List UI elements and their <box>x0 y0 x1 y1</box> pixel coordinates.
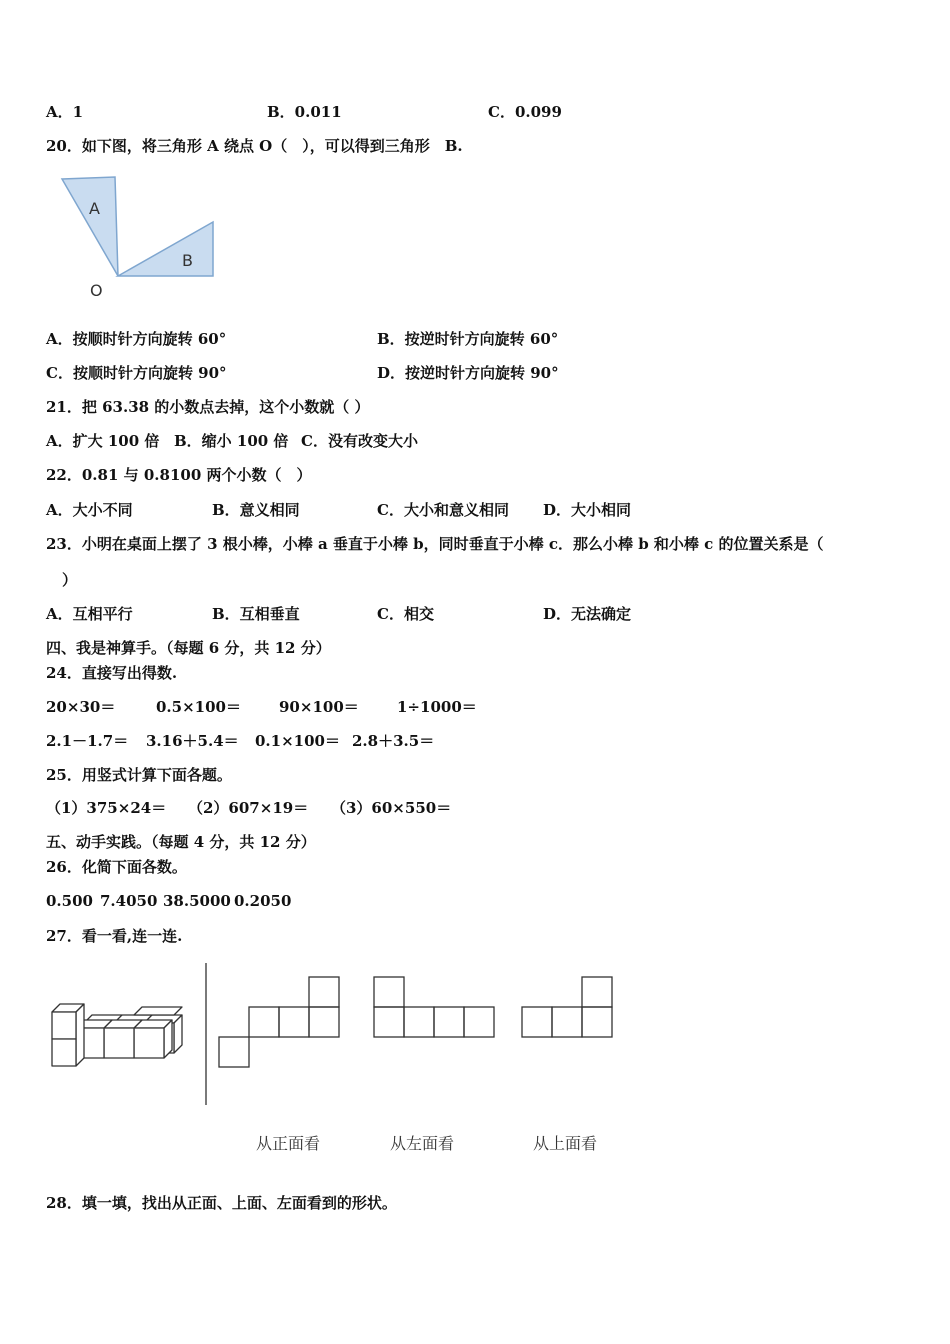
triangle-a-label: A <box>89 199 100 218</box>
q21-option-b: B．缩小 100 倍 <box>174 432 289 450</box>
q23-option-d: D．无法确定 <box>543 605 632 623</box>
q26-number: 7.4050 <box>100 892 158 910</box>
q24-stem: 24．直接写出得数. <box>46 664 178 682</box>
q20-stem: 20．如下图，将三角形 A 绕点 O（ ），可以得到三角形 B. <box>46 137 463 155</box>
triangle-a <box>62 177 118 276</box>
q25-stem: 25．用竖式计算下面各题。 <box>46 766 232 784</box>
q24-item: 2.8＋3.5＝ <box>352 732 435 750</box>
q23-option-a: A．互相平行 <box>46 605 133 623</box>
q19-option-b: B．0.011 <box>267 103 342 121</box>
q22-option-d: D．大小相同 <box>543 501 632 519</box>
q27-stem: 27．看一看,连一连. <box>46 927 183 945</box>
q24-item: 0.1×100＝ <box>255 732 340 750</box>
q21-stem: 21．把 63.38 的小数点去掉，这个小数就（ ） <box>46 398 370 416</box>
q26-number: 0.2050 <box>234 892 292 910</box>
q22-option-c: C．大小和意义相同 <box>377 501 509 519</box>
view-label-left: 从左面看 <box>390 1134 455 1153</box>
q19-option-a: A．1 <box>46 103 84 121</box>
view-label-front: 从正面看 <box>256 1134 321 1153</box>
q26-number: 0.500 <box>46 892 93 910</box>
q20-option-c: C．按顺时针方向旋转 90° <box>46 364 227 382</box>
q21-option-a: A．扩大 100 倍 <box>46 432 160 450</box>
q24-item: 20×30＝ <box>46 698 116 716</box>
q23-option-c: C．相交 <box>377 605 434 623</box>
q26-stem: 26．化简下面各数。 <box>46 858 187 876</box>
triangle-b-label: B <box>182 251 193 270</box>
q22-option-a: A．大小不同 <box>46 501 133 519</box>
q25-item: （1）375×24＝ <box>46 799 167 817</box>
q28-stem: 28．填一填，找出从正面、上面、左面看到的形状。 <box>46 1194 397 1212</box>
q20-option-a: A．按顺时针方向旋转 60° <box>46 330 227 348</box>
q23-stem-line1: 23．小明在桌面上摆了 3 根小棒，小棒 a 垂直于小棒 b，同时垂直于小棒 c．那么小棒 b 和小棒 c 的位置关系是（ <box>46 535 824 553</box>
q25-item: （3）60×550＝ <box>331 799 452 817</box>
q20-option-b: B．按逆时针方向旋转 60° <box>377 330 559 348</box>
q20-option-d: D．按逆时针方向旋转 90° <box>377 364 559 382</box>
triangle-b <box>118 222 213 276</box>
section-4-heading: 四、我是神算手。（每题 6 分，共 12 分） <box>46 639 331 657</box>
q24-item: 1÷1000＝ <box>397 698 477 716</box>
q24-item: 2.1－1.7＝ <box>46 732 129 750</box>
rotation-figure <box>55 172 225 302</box>
q23-option-b: B．互相垂直 <box>212 605 300 623</box>
section-5-heading: 五、动手实践。（每题 4 分，共 12 分） <box>46 833 316 851</box>
q24-item: 0.5×100＝ <box>156 698 241 716</box>
q19-option-c: C．0.099 <box>488 103 562 121</box>
q26-number: 38.5000 <box>163 892 231 910</box>
point-o-label: O <box>90 281 103 300</box>
q23-stem-line2: ） <box>62 571 78 589</box>
q22-option-b: B．意义相同 <box>212 501 300 519</box>
q24-item: 90×100＝ <box>279 698 359 716</box>
cube-figure <box>40 955 640 1115</box>
q22-stem: 22．0.81 与 0.8100 两个小数（ ） <box>46 466 312 484</box>
view-label-top: 从上面看 <box>533 1134 598 1153</box>
q21-option-c: C．没有改变大小 <box>301 432 418 450</box>
q24-item: 3.16＋5.4＝ <box>146 732 239 750</box>
q25-item: （2）607×19＝ <box>188 799 309 817</box>
